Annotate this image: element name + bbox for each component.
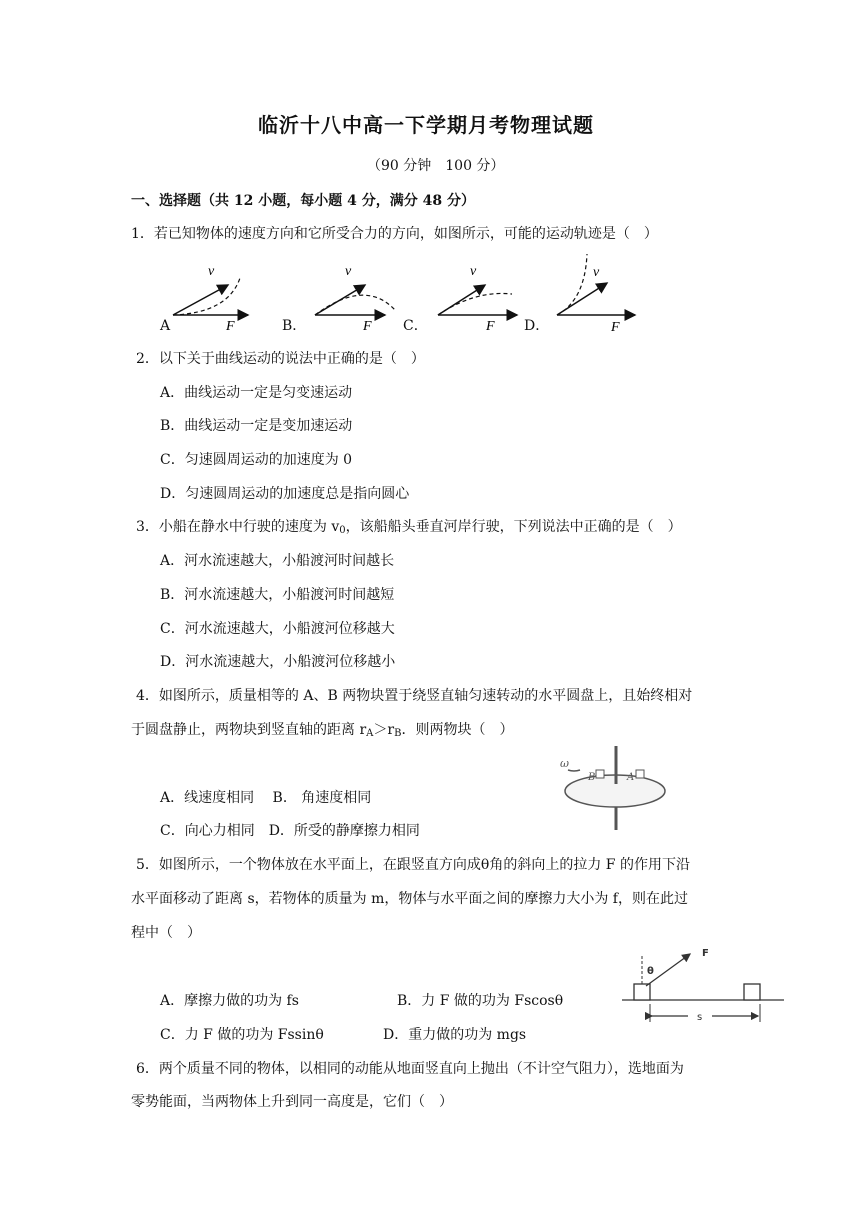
q3-option-a: A．河水流速越大，小船渡河时间越长 [160,553,395,569]
q2-option-c: C．匀速圆周运动的加速度为 0 [160,452,353,468]
q1-option-d: D． [524,318,550,334]
question-6-line1: 6．两个质量不同的物体，以相同的动能从地面竖直向上抛出（不计空气阻力），选地面为 [136,1061,684,1077]
velocity-label: v [593,265,600,280]
theta-label: θ [647,966,654,977]
velocity-label: v [345,264,352,279]
question-5-line1: 5．如图所示，一个物体放在水平面上，在跟竖直方向成θ角的斜向上的拉力 F 的作用下沿 [136,857,690,873]
question-4-line1: 4．如图所示，质量相等的 A、B 两物块置于绕竖直轴匀速转动的水平圆盘上，且始终相对 [136,688,693,704]
block-a-label: A [627,772,635,783]
force-label: F [611,320,620,335]
force-f-label: F [702,948,709,959]
question-2-stem: 2．以下关于曲线运动的说法中正确的是（ ） [136,351,425,367]
force-label: F [226,319,235,334]
q2-option-b: B．曲线运动一定是变加速运动 [160,418,353,434]
block-b-label: B [588,772,596,783]
q1-option-b: B． [282,318,307,334]
q1-option-a: A [160,318,171,334]
q5-option-d: D．重力做的功为 mgs [383,1027,527,1043]
question-5-line3: 程中（ ） [131,925,201,941]
q5-force-figure [622,944,787,1024]
q1-option-c: C． [403,318,428,334]
force-label: F [486,319,495,334]
q5-option-c: C．力 F 做的功为 Fssinθ [160,1027,324,1043]
distance-s-label: s [697,1012,703,1023]
q4-options-cd: C．向心力相同 D．所受的静摩擦力相同 [160,823,420,839]
q5-option-b: B．力 F 做的功为 Fscosθ [397,993,564,1009]
question-4-line2: 于圆盘静止，两物块到竖直轴的距离 $r_A>r_B$．则两物块（ ） [131,722,514,739]
question-6-line2: 零势能面，当两物体上升到同一高度是，它们（ ） [131,1094,453,1110]
velocity-label: v [208,264,215,279]
q4-options-ab: A．线速度相同 B． 角速度相同 [160,790,372,806]
q5-option-a: A．摩擦力做的功为 fs [160,993,299,1009]
q2-option-d: D．匀速圆周运动的加速度总是指向圆心 [160,486,410,502]
page-subtitle: （90 分钟 100 分） [367,158,505,174]
q1-figure-c [420,258,530,333]
block-a [636,770,644,778]
q1-figure-b [295,258,385,333]
force-label: F [363,319,372,334]
q1-figure-d [545,252,645,335]
section-heading: 一、选择题（共 12 小题，每小题 4 分，满分 48 分） [131,193,475,209]
velocity-label: v [470,264,477,279]
question-1-stem: 1．若已知物体的速度方向和它所受合力的方向，如图所示，可能的运动轨迹是（ ） [131,226,658,242]
question-5-line2: 水平面移动了距离 s，若物体的质量为 m，物体与水平面之间的摩擦力大小为 f，则在此过 [131,891,688,907]
question-3-stem: 3．小船在静水中行驶的速度为 $v_0$，该船船头垂直河岸行驶，下列说法中正确的是（ ） [136,519,682,536]
q3-option-d: D．河水流速越大，小船渡河位移越小 [160,654,396,670]
q1-figure-a [168,258,258,333]
q2-option-a: A．曲线运动一定是匀变速运动 [160,385,353,401]
q3-option-c: C．河水流速越大，小船渡河位移越大 [160,621,395,637]
block-b [596,770,604,778]
page-title: 临沂十八中高一下学期月考物理试题 [258,113,594,137]
q4-disk-figure [560,742,720,832]
q3-option-b: B．河水流速越大，小船渡河时间越短 [160,587,395,603]
omega-label: ω [560,757,569,770]
